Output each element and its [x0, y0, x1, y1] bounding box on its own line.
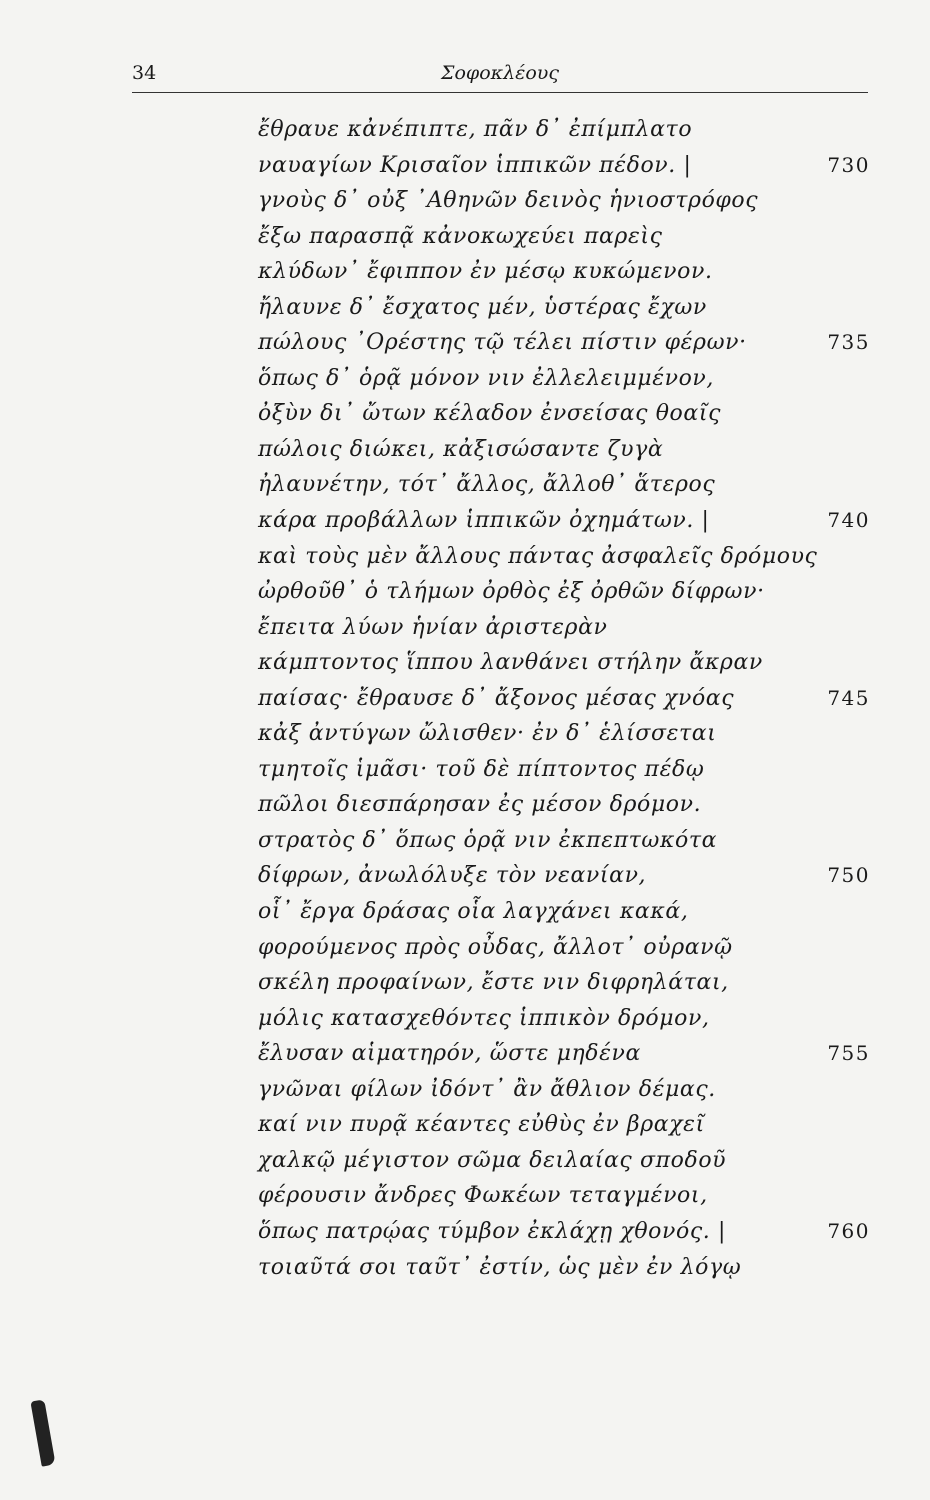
- verse-line: [0, 787, 930, 823]
- running-title: Σοφοκλέους: [441, 62, 559, 84]
- line-number: 745: [827, 685, 870, 710]
- verse-text: πώλοις διώκει, κἀξισώσαντε ζυγὰ: [258, 436, 664, 462]
- verse-text: σκέλη προφαίνων, ἔστε νιν διφρηλάται,: [258, 970, 729, 996]
- verse-line: [0, 858, 930, 894]
- verse-line: [0, 894, 930, 930]
- verse-text: τμητοῖς ἱμᾶσι· τοῦ δὲ πίπτοντος πέδῳ: [258, 756, 705, 782]
- verse-line: [0, 610, 930, 646]
- verse-line: [0, 574, 930, 610]
- line-number: 750: [827, 863, 870, 888]
- verse-line: [0, 325, 930, 361]
- verse-line: [0, 467, 930, 503]
- verse-text: κάρα προβάλλων ἱππικῶν ὀχημάτων. |: [258, 508, 710, 534]
- verse-line: [0, 539, 930, 575]
- verse-text: καί νιν πυρᾷ κέαντες εὐθὺς ἐν βραχεῖ: [258, 1112, 705, 1138]
- verse-line: [0, 645, 930, 681]
- verse-line: [0, 823, 930, 859]
- verse-text: φορούμενος πρὸς οὖδας, ἄλλοτ᾽ οὐρανῷ: [258, 934, 733, 960]
- verse-line: [0, 681, 930, 717]
- verse-line: [0, 1072, 930, 1108]
- verse-line: [0, 965, 930, 1001]
- verse-text: οἷ᾽ ἔργα δράσας οἷα λαγχάνει κακά,: [258, 899, 689, 925]
- verse-line: [0, 396, 930, 432]
- verse-text: γνοὺς δ᾽ οὐξ ᾽Αθηνῶν δεινὸς ἡνιοστρόφος: [258, 188, 759, 214]
- verse-text: κἀξ ἀντύγων ὤλισθεν· ἐν δ᾽ ἑλίσσεται: [258, 721, 717, 747]
- verse-line: [0, 1107, 930, 1143]
- verse-line: [0, 432, 930, 468]
- verse-text: πώλους ᾽Ορέστης τῷ τέλει πίστιν φέρων·: [258, 330, 747, 356]
- verse-text: ὅπως δ᾽ ὁρᾷ μόνον νιν ἐλλελειμμένον,: [258, 365, 714, 391]
- verse-line: [0, 1178, 930, 1214]
- ink-blot: [30, 1399, 55, 1466]
- verse-text: κάμπτοντος ἵππου λανθάνει στήλην ἄκραν: [258, 650, 763, 676]
- header-rule: [132, 92, 868, 93]
- verse-line: [0, 148, 930, 184]
- verse-text: ὅπως πατρῴας τύμβον ἐκλάχῃ χθονός. |: [258, 1218, 726, 1244]
- line-number: 755: [827, 1041, 870, 1066]
- verse-text: πῶλοι διεσπάρησαν ἐς μέσον δρόμον.: [258, 792, 702, 818]
- verse-text: ἔθραυε κἀνέπιπτε, πᾶν δ᾽ ἐπίμπλατο: [258, 117, 693, 142]
- verse-text: ἤλαυνε δ᾽ ἔσχατος μέν, ὑστέρας ἔχων: [258, 294, 707, 320]
- verse-line: [0, 1036, 930, 1072]
- line-number: 735: [827, 330, 870, 355]
- verse-text: δίφρων, ἀνωλόλυξε τὸν νεανίαν,: [258, 863, 647, 889]
- verse-line: [0, 361, 930, 397]
- verse-text: ὀξὺν δι᾽ ὤτων κέλαδον ἐνσείσας θοαῖς: [258, 401, 721, 427]
- verse-text: ὠρθοῦθ᾽ ὁ τλήμων ὀρθὸς ἐξ ὀρθῶν δίφρων·: [258, 579, 765, 605]
- line-number: 760: [827, 1218, 870, 1243]
- line-number: 730: [827, 152, 870, 177]
- verse-text: μόλις κατασχεθόντες ἱππικὸν δρόμον,: [258, 1005, 710, 1031]
- verse-line: [0, 112, 930, 148]
- verse-line: [0, 1214, 930, 1250]
- verse-text: χαλκῷ μέγιστον σῶμα δειλαίας σποδοῦ: [258, 1147, 727, 1173]
- verse-text: φέρουσιν ἄνδρες Φωκέων τεταγμένοι,: [258, 1183, 708, 1209]
- verse-text-block: [0, 112, 930, 1285]
- page-number: 34: [132, 62, 157, 84]
- verse-text: παίσας· ἔθραυσε δ᾽ ἄξονος μέσας χνόας: [258, 685, 735, 711]
- verse-line: [0, 254, 930, 290]
- verse-line: [0, 716, 930, 752]
- verse-text: γνῶναι φίλων ἰδόντ᾽ ἂν ἄθλιον δέμας.: [258, 1076, 716, 1102]
- verse-text: στρατὸς δ᾽ ὅπως ὁρᾷ νιν ἐκπεπτωκότα: [258, 827, 718, 853]
- verse-line: [0, 219, 930, 255]
- verse-line: [0, 1250, 930, 1286]
- verse-text: ἠλαυνέτην, τότ᾽ ἄλλος, ἄλλοθ᾽ ἅτερος: [258, 472, 716, 498]
- verse-text: καὶ τοὺς μὲν ἄλλους πάντας ἀσφαλεῖς δρόμους: [258, 543, 818, 569]
- page-header: [132, 62, 868, 92]
- verse-line: [0, 1001, 930, 1037]
- verse-line: [0, 183, 930, 219]
- verse-line: [0, 930, 930, 966]
- line-number: 740: [827, 508, 870, 533]
- verse-text: ἔλυσαν αἱματηρόν, ὥστε μηδένα: [258, 1041, 641, 1067]
- verse-text: ἔπειτα λύων ἡνίαν ἀριστερὰν: [258, 614, 608, 640]
- verse-text: ἔξω παρασπᾷ κἀνοκωχεύει παρεὶς: [258, 223, 663, 249]
- verse-text: κλύδων᾽ ἔφιππον ἐν μέσῳ κυκώμενον.: [258, 259, 713, 285]
- verse-line: [0, 503, 930, 539]
- verse-line: [0, 1143, 930, 1179]
- verse-text: τοιαῦτά σοι ταῦτ᾽ ἐστίν, ὡς μὲν ἐν λόγῳ: [258, 1254, 742, 1280]
- verse-line: [0, 752, 930, 788]
- verse-line: [0, 290, 930, 326]
- verse-text: ναυαγίων Κρισαῖον ἱππικῶν πέδον. |: [258, 152, 692, 178]
